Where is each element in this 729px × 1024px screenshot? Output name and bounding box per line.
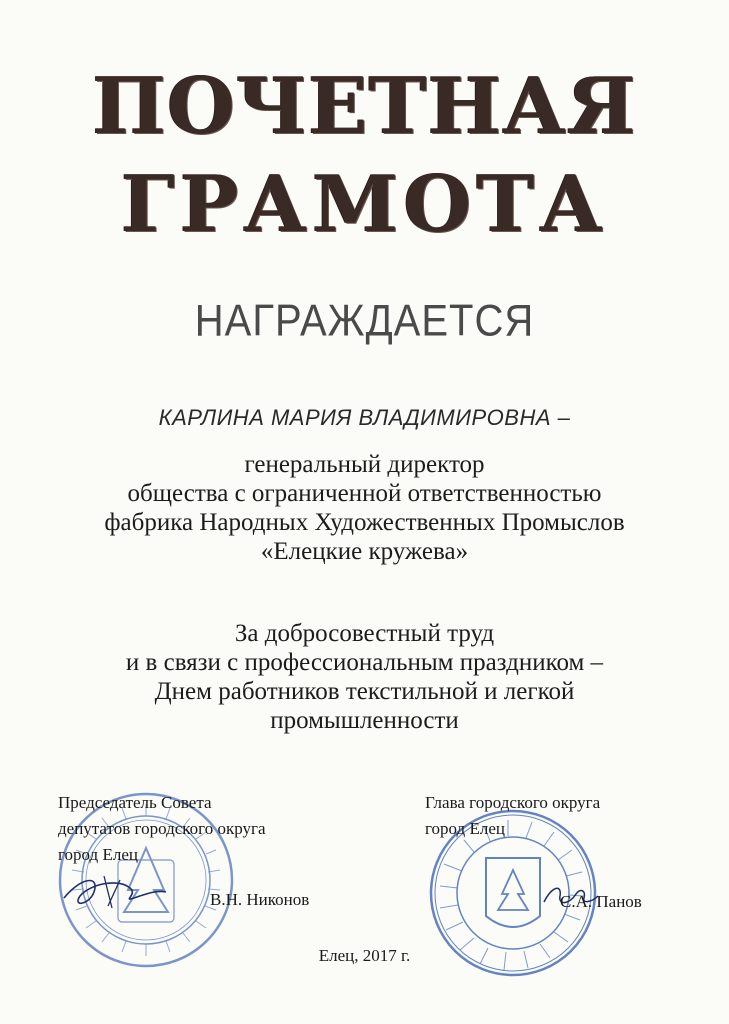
awarded-heading: НАГРАЖДАЕТСЯ xyxy=(194,296,535,346)
title-line-2: ГРАМОТА xyxy=(121,159,608,250)
right-signatory-name: С.А. Панов xyxy=(560,892,642,911)
signatory-title-line: Глава городского округа xyxy=(425,793,601,812)
signatory-title-line: город Елец xyxy=(425,819,505,838)
right-signatory-title xyxy=(425,790,600,842)
title-line-1: ПОЧЕТНАЯ xyxy=(92,61,637,152)
reason-line: За добросовестный труд xyxy=(234,620,495,647)
position-line: общества с ограниченной ответственностью xyxy=(127,480,602,507)
position-line: фабрика Народных Художественных Промыслов xyxy=(104,509,625,536)
place-date: Елец, 2017 г. xyxy=(318,946,411,965)
reason-block xyxy=(0,619,729,735)
signatory-title-line: депутатов городского округа xyxy=(58,819,266,838)
reason-line: Днем работников текстильной и легкой xyxy=(154,678,575,705)
recipient-name: КАРЛИНА МАРИЯ ВЛАДИМИРОВНА – xyxy=(158,405,571,430)
reason-line: промышленности xyxy=(270,707,459,734)
position-block xyxy=(0,450,729,566)
position-line: генеральный директор xyxy=(244,451,485,478)
signatory-title-line: Председатель Совета xyxy=(58,793,212,812)
left-signatory-title xyxy=(58,790,266,868)
left-signatory-name: В.Н. Никонов xyxy=(210,890,310,909)
reason-line: и в связи с профессиональным праздником – xyxy=(125,649,604,676)
left-signature-icon xyxy=(60,868,170,914)
position-line: «Елецкие кружева» xyxy=(260,538,469,565)
signatory-title-line: город Елец xyxy=(58,845,138,864)
